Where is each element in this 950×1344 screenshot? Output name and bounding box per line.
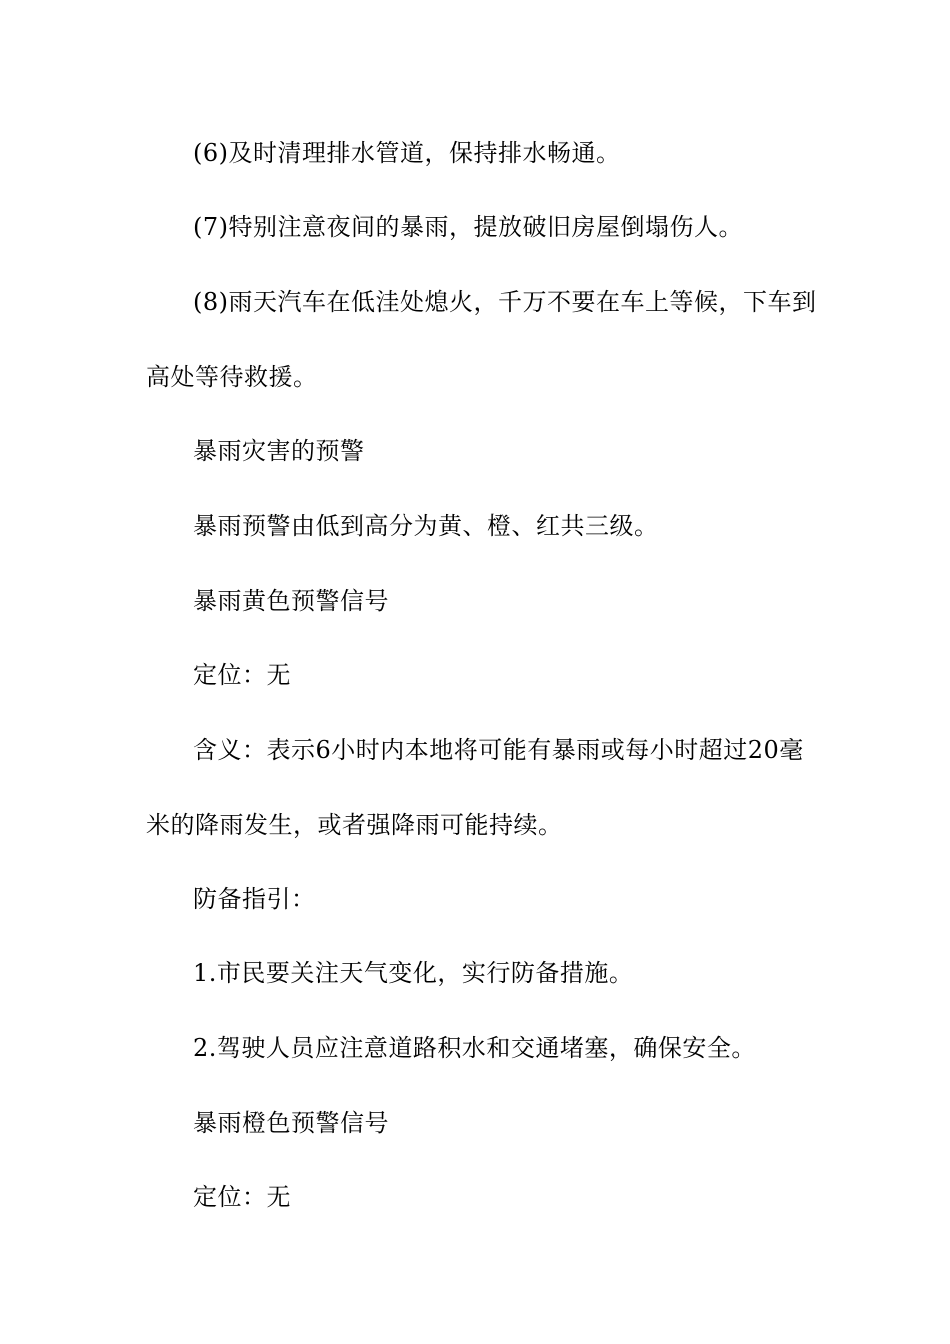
paragraph-item-7: (7)特别注意夜间的暴雨，提放破旧房屋倒塌伤人。 — [193, 213, 743, 241]
guidance-item-1: 1.市民要关注天气变化，实行防备措施。 — [193, 959, 634, 987]
orange-signal-heading: 暴雨橙色预警信号 — [193, 1109, 389, 1137]
paragraph-item-8: (8)雨天汽车在低洼处熄火，千万不要在车上等候，下车到 — [193, 288, 817, 316]
warning-levels-text: 暴雨预警由低到高分为黄、橙、红共三级。 — [193, 512, 659, 540]
paragraph-item-8-continued: 高处等待救援。 — [146, 363, 318, 391]
orange-signal-position: 定位：无 — [193, 1183, 291, 1211]
yellow-signal-position: 定位：无 — [193, 661, 291, 689]
yellow-signal-heading: 暴雨黄色预警信号 — [193, 587, 389, 615]
section-heading-warning: 暴雨灾害的预警 — [193, 437, 365, 465]
yellow-signal-guidance-heading: 防备指引： — [193, 885, 316, 913]
yellow-signal-meaning-continued: 米的降雨发生，或者强降雨可能持续。 — [146, 811, 563, 839]
guidance-item-2: 2.驾驶人员应注意道路积水和交通堵塞，确保安全。 — [193, 1034, 756, 1062]
paragraph-item-6: (6)及时清理排水管道，保持排水畅通。 — [193, 139, 621, 167]
yellow-signal-meaning: 含义：表示6小时内本地将可能有暴雨或每小时超过20毫 — [193, 736, 804, 764]
